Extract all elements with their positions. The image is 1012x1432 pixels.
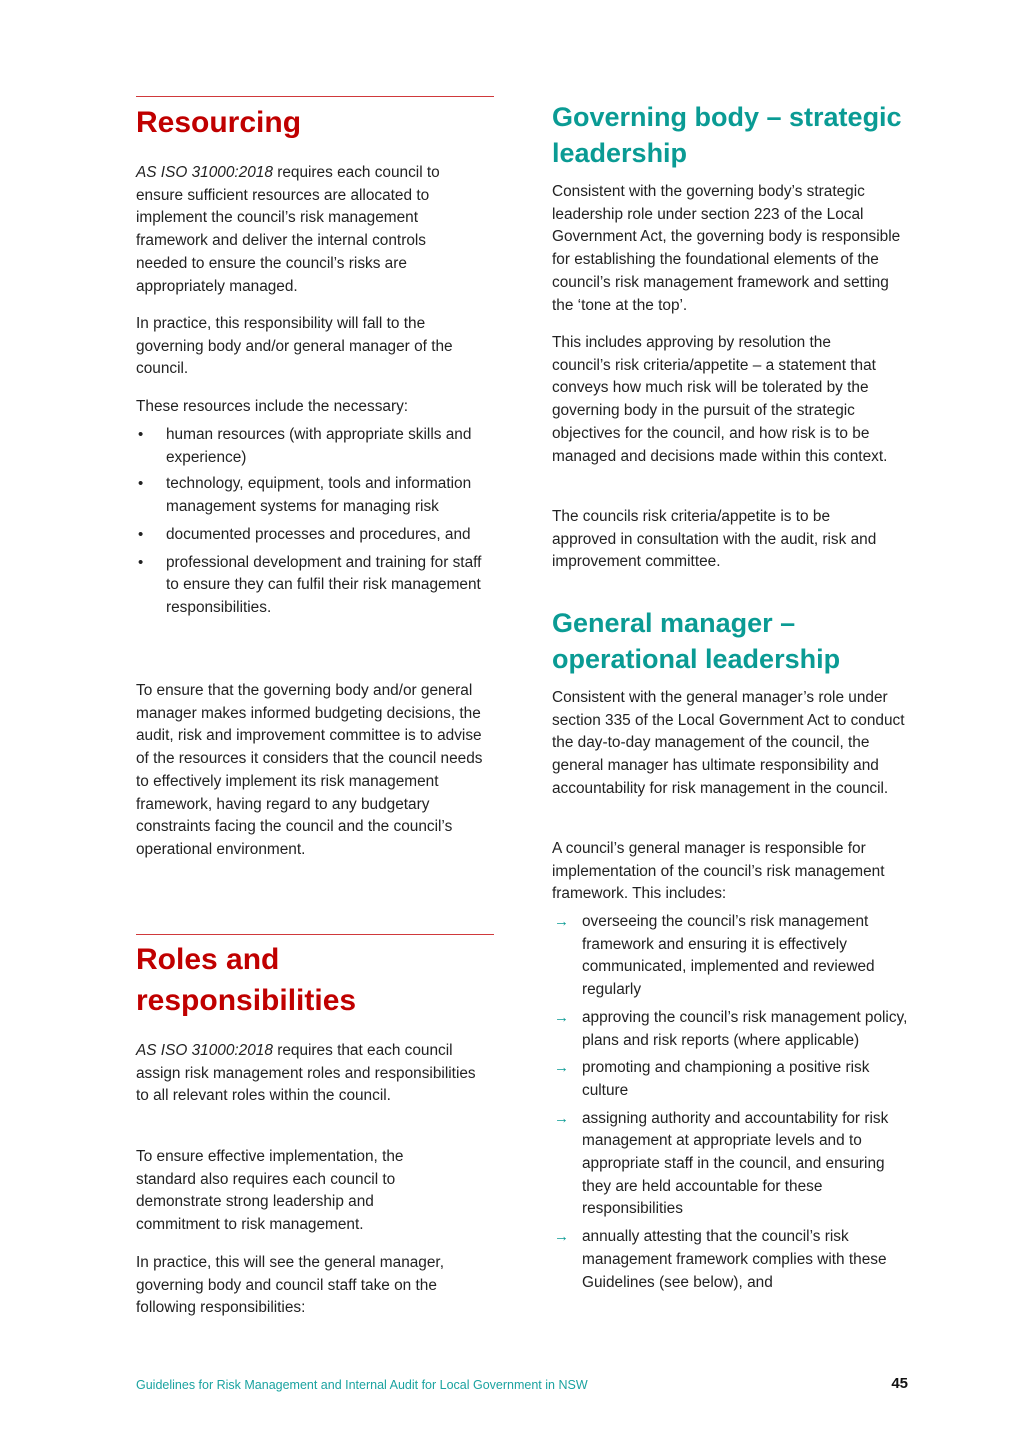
- resourcing-paragraph-3: These resources include the necessary:: [136, 398, 409, 415]
- list-item: [552, 1226, 912, 1294]
- arrow-right-icon: →: [554, 1008, 569, 1026]
- arrow-right-icon: →: [554, 1059, 569, 1077]
- general-manager-paragraph-2: A council’s general manager is responsible for implementation of the council’s risk management framework. This includes:: [552, 840, 885, 903]
- list-item: [136, 424, 488, 469]
- list-item: [136, 473, 488, 518]
- arrow-right-icon: →: [554, 1109, 569, 1127]
- governing-paragraph-3: The councils risk criteria/appetite is to be approved in consultation with the audit, risk and improvement committee.: [552, 508, 877, 571]
- general-manager-paragraph-1: Consistent with the general manager’s role under section 335 of the Local Government Act to conduct the day-to-day management of the council, the general manager has ultimate responsibility and accountability for risk management in the council.: [552, 689, 905, 797]
- heading-resourcing: Resourcing: [136, 106, 302, 139]
- list-item-text: technology, equipment, tools and information management systems for managing risk: [166, 475, 472, 516]
- list-item-text: overseeing the council’s risk management framework and ensuring it is effectively communicated, implemented and reviewed regularly: [582, 913, 875, 999]
- bullet-icon: •: [138, 525, 144, 543]
- heading-line: General manager –: [552, 608, 796, 638]
- section-divider: [136, 96, 494, 97]
- page-number: 45: [891, 1375, 908, 1392]
- list-item-text: annually attesting that the council’s risk management framework complies with these Guidelines (see below), and: [582, 1228, 887, 1291]
- resourcing-paragraph-1: [136, 162, 471, 298]
- bullet-icon: •: [138, 553, 144, 571]
- section-divider: [136, 934, 494, 935]
- arrow-right-icon: →: [554, 913, 569, 930]
- bullet-icon: •: [138, 475, 144, 493]
- list-item: [136, 552, 488, 620]
- list-item-text: human resources (with appropriate skills and experience): [166, 426, 472, 466]
- list-item: [552, 911, 912, 1002]
- arrow-right-icon: →: [554, 1228, 569, 1246]
- heading-line: leadership: [552, 138, 688, 168]
- heading-roles-and-responsibilities: [136, 939, 356, 1021]
- heading-line: operational leadership: [552, 644, 841, 674]
- list-item-text: approving the council’s risk management policy, plans and risk reports (where applicable): [582, 1008, 908, 1049]
- list-item: [552, 1108, 912, 1222]
- resourcing-paragraph-1-text: requires each council to ensure sufficient resources are allocated to implement the council’s risk management framework and deliver the internal controls needed to ensure the council’s risks are appropriately managed.: [136, 164, 440, 295]
- heading-governing-body: [552, 99, 902, 171]
- list-item-text: assigning authority and accountability for risk management at appropriate levels and to appropriate staff in the council, and ensuring they are held accountable for these responsibilities: [582, 1109, 889, 1218]
- list-item: [552, 1057, 912, 1102]
- heading-general-manager: [552, 605, 840, 677]
- list-item-text: documented processes and procedures, and: [166, 525, 471, 543]
- list-item-text: professional development and training for staff to ensure they can fulfil their risk management responsibilities.: [166, 553, 482, 616]
- heading-line: responsibilities: [136, 984, 357, 1017]
- list-item-text: promoting and championing a positive risk culture: [582, 1059, 870, 1099]
- heading-line: Governing body – strategic: [552, 102, 902, 132]
- heading-line: Roles and: [136, 943, 280, 976]
- footer-document-title: Guidelines for Risk Management and Internal Audit for Local Government in NSW: [136, 1378, 588, 1392]
- roles-paragraph-2: To ensure effective implementation, the standard also requires each council to demonstrate strong leadership and commitment to risk management.: [136, 1148, 404, 1234]
- standard-citation: AS ISO 31000:2018: [136, 1042, 273, 1059]
- resources-bullet-list: [136, 424, 488, 620]
- roles-paragraph-1: [136, 1040, 481, 1108]
- general-manager-arrow-list: [552, 911, 912, 1294]
- standard-citation: AS ISO 31000:2018: [136, 164, 273, 181]
- resourcing-paragraph-4: To ensure that the governing body and/or general manager makes informed budgeting decisions, the audit, risk and improvement committee is to advise of the resources it considers that the council needs to effectively implement its risk management framework, having regard to any budgetary constraints facing the council and the council’s operational environment.: [136, 682, 483, 858]
- resourcing-paragraph-2: In practice, this responsibility will fall to the governing body and/or general manager of the council.: [136, 315, 453, 378]
- list-item: [136, 524, 488, 547]
- list-item: [552, 1007, 912, 1052]
- bullet-icon: •: [138, 426, 144, 443]
- roles-paragraph-1-text: requires that each council assign risk management roles and responsibilities to all relevant roles within the council.: [136, 1042, 476, 1105]
- governing-paragraph-1: Consistent with the governing body’s strategic leadership role under section 223 of the Local Government Act, the governing body is responsible for establishing the foundational elements of the council’s risk management framework and setting the ‘tone at the top’.: [552, 183, 901, 314]
- roles-paragraph-3: In practice, this will see the general manager, governing body and council staff take on the following responsibilities:: [136, 1254, 444, 1317]
- governing-paragraph-2: This includes approving by resolution the council’s risk criteria/appetite – a statement that conveys how much risk will be tolerated by the governing body in the pursuit of the strategic objectives for the council, and how risk is to be managed and decisions made within this context.: [552, 334, 888, 465]
